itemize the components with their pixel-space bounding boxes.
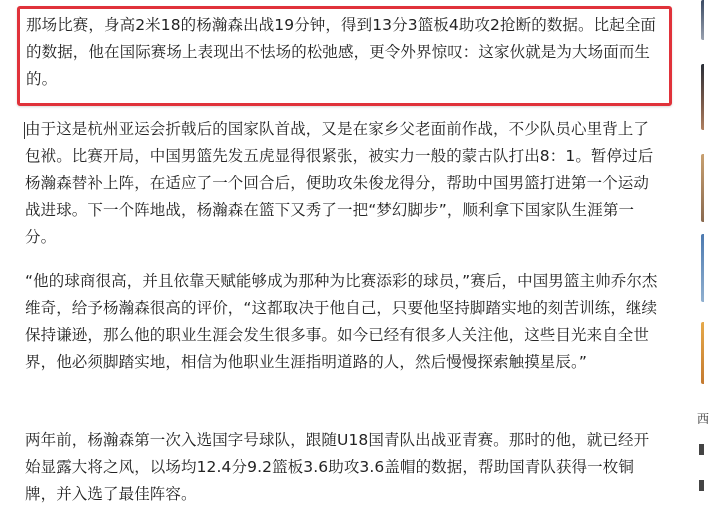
related-thumbnail[interactable] — [701, 234, 704, 302]
related-thumbnail[interactable] — [701, 322, 704, 384]
related-thumbnail[interactable] — [701, 64, 704, 130]
sidebar-clipped-mark — [699, 444, 704, 455]
article-paragraph: “他的球商很高，并且依靠天赋能够成为那种为比赛添彩的球员，”赛后，中国男篮主帅乔尔杰维奇，给予杨瀚森很高的评价，“这都取决于他自己，只要他坚持脚踏实地的刻苦训练，继续保持谦逊，那么他的职业生涯会发生很多事。如今已经有很多人关注他，这些目光来自全世界，他必须脚踏实地，相信为他职业生涯指明道路的人，然后慢慢探索触摸星辰。” — [25, 272, 658, 371]
sidebar-clipped-text: 西 — [697, 412, 709, 426]
related-thumbnail[interactable] — [701, 154, 704, 222]
sidebar-clipped-mark — [699, 480, 704, 491]
article-paragraph: 两年前，杨瀚森第一次入选国字号球队，跟随U18国青队出战亚青赛。那时的他，就已经开始显露大将之风，以场均12.4分9.2篮板3.6助攻3.6盖帽的数据，帮助国青队获得一枚铜牌，并入选了最佳阵容。 — [25, 431, 650, 503]
related-thumbnail[interactable] — [701, 0, 704, 40]
highlighted-paragraph: 那场比赛，身高2米18的杨瀚森出战19分钟，得到13分3篮板4助攻2抢断的数据。比起全面的数据，他在国际赛场上表现出不怯场的松弛感，更令外界惊叹：这家伙就是为大场面而生的。 — [26, 16, 657, 88]
article-paragraph: 由于这是杭州亚运会折戟后的国家队首战，又是在家乡父老面前作战，不少队员心里背上了包袱。比赛开局，中国男篮先发五虎显得很紧张，被实力一般的蒙古队打出8：1。暂停过后杨瀚森替补上阵，在适应了一个回合后，便助攻朱俊龙得分，帮助中国男篮打进第一个运动战进球。下一个阵地战，杨瀚森在篮下又秀了一把“梦幻脚步”，顺利拿下国家队生涯第一分。 — [25, 120, 654, 246]
